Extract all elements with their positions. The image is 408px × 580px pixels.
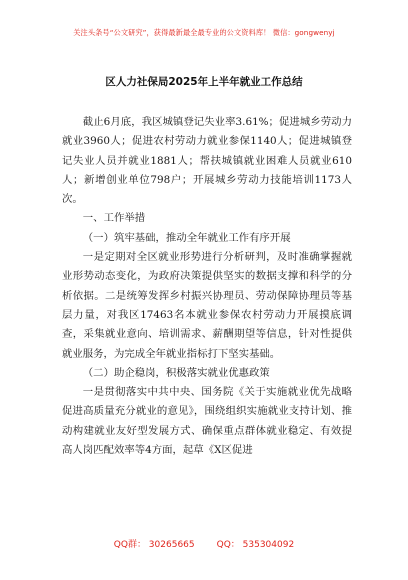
qq-number: QQ： 535304092 — [216, 540, 295, 550]
bottom-contact — [0, 537, 408, 550]
summary-paragraph: 截止6月底，我区城镇登记失业率3.61%；促进城乡劳动力就业3960人；促进农村劳动力就业参保1140人；促进城镇登记失业人员并就业1881人；帮扶城镇就业困难人员就业610人；新增创业单位798户；开展城乡劳动力技能培训1173人次。 — [62, 116, 352, 206]
subsection-heading-2: （二）助企稳岗，积极落实就业优惠政策 — [82, 366, 270, 379]
section-heading: 一、工作举措 — [82, 212, 146, 225]
document-body — [62, 113, 352, 460]
body-paragraph-2: 一是贯彻落实中共中央、国务院《关于实施就业优先战略促进高质量充分就业的意见》，围绕组织实施就业支持计划、推动构建就业友好型发展方式、确保重点群体就业稳定、有效提高人岗匹配效率等4方面，起草《X区促进 — [62, 386, 352, 457]
subsection-heading-1: （一）筑牢基础，推动全年就业工作有序开展 — [82, 231, 291, 244]
top-banner: 关注头条号“公文研究”，获得最新最全最专业的公文资料库！ 微信：gongwenyj — [73, 28, 335, 37]
qq-group-number: QQ群： 30265665 — [113, 540, 195, 550]
body-paragraph-1: 一是定期对全区就业形势进行分析研判，及时准确掌握就业形势动态变化，为政府决策提供坚实的数据支撑和科学的分析依据。二是统筹发挥乡村振兴协理员、劳动保障协理员等基层力量，对我区17463名本就业参保农村劳动力开展摸底调查，采集就业意向、培训需求、薪酬期望等信息，针对性提供就业服务，为完成全年就业指标打下坚实基础。 — [62, 251, 352, 360]
document-title: 区人力社保局2025年上半年就业工作总结 — [105, 76, 303, 88]
